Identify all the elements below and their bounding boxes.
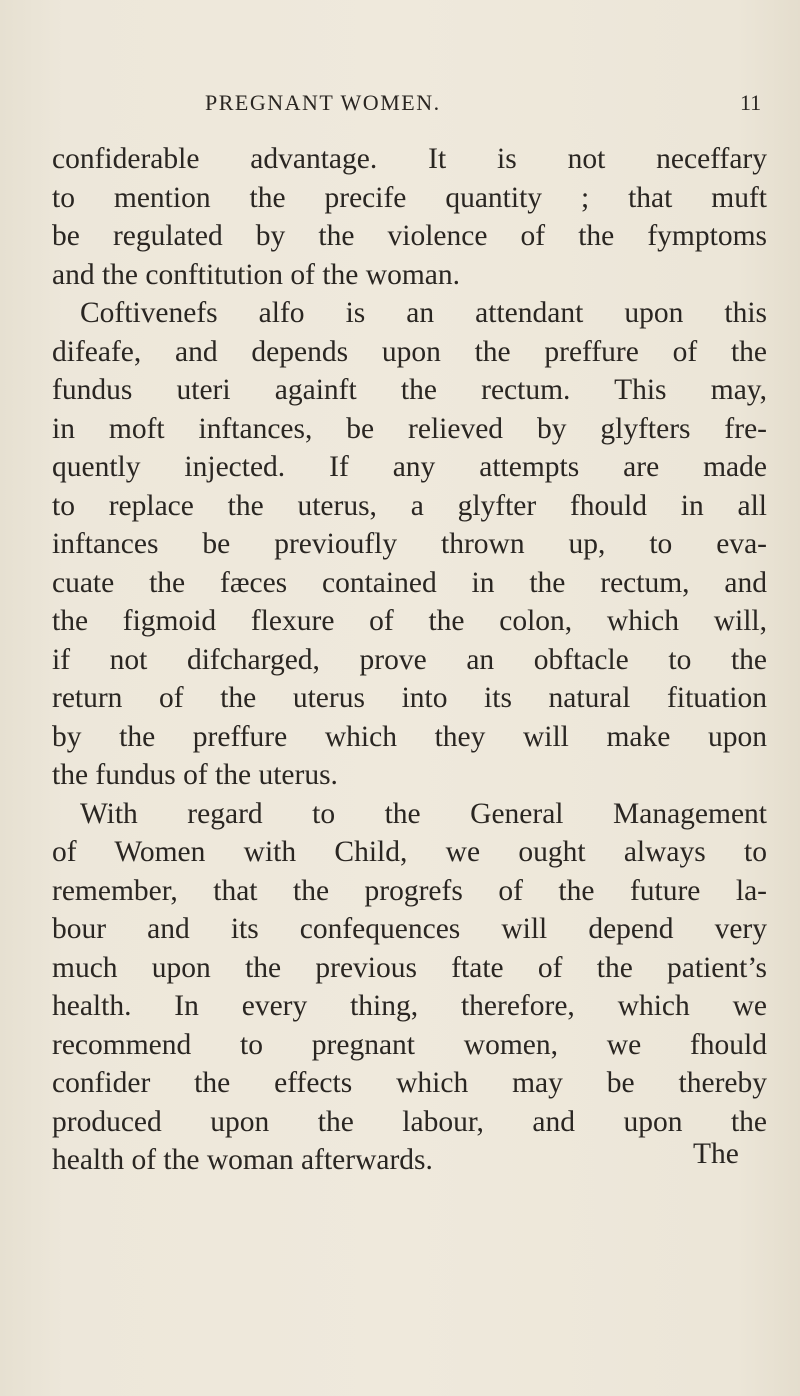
- text-line: the figmoid flexure of the colon, which will,: [52, 605, 767, 637]
- catchword: The: [693, 1138, 739, 1170]
- text-line: remember, that the progrefs of the future la-: [52, 874, 767, 907]
- page-header: [0, 90, 800, 130]
- text-line: quently injected. If any attempts are made: [52, 451, 767, 483]
- text-line: health of the woman afterwards.: [52, 1144, 433, 1176]
- text-line: cuate the fæces contained in the rectum, and: [52, 566, 767, 599]
- text-line: recommend to pregnant women, we fhould: [52, 1028, 767, 1061]
- text-line: confiderable advantage. It is not neceffary: [52, 143, 767, 175]
- text-line: inftances be previoufly thrown up, to eva-: [52, 528, 767, 560]
- text-line: fundus uteri againft the rectum. This may,: [52, 374, 767, 406]
- text-line: health. In every thing, therefore, which we: [52, 990, 767, 1022]
- body-text: [52, 140, 767, 1180]
- text-line: produced upon the labour, and upon the: [52, 1105, 767, 1138]
- text-line: the fundus of the uterus.: [52, 759, 338, 791]
- text-line: if not difcharged, prove an obftacle to the: [52, 643, 767, 676]
- text-line: of Women with Child, we ought always to: [52, 836, 767, 868]
- text-line: be regulated by the violence of the fymptoms: [52, 220, 767, 252]
- text-line: and the conftitution of the woman.: [52, 258, 460, 291]
- page-number: 11: [740, 90, 762, 115]
- text-line: difeafe, and depends upon the preffure of the: [52, 335, 767, 368]
- text-line: to replace the uterus, a glyfter fhould in all: [52, 489, 767, 522]
- text-line: much upon the previous ftate of the patient’s: [52, 951, 767, 984]
- running-head: PREGNANT WOMEN.: [205, 90, 441, 115]
- text-line: With regard to the General Management: [80, 797, 767, 830]
- text-line: Coftivenefs alfo is an attendant upon this: [80, 297, 767, 329]
- text-line: bour and its confequences will depend very: [52, 913, 767, 945]
- text-line: in moft inftances, be relieved by glyfters fre-: [52, 412, 767, 445]
- text-line: by the preffure which they will make upon: [52, 720, 767, 753]
- text-line: return of the uterus into its natural fituation: [52, 682, 767, 714]
- text-line: to mention the precife quantity ; that muft: [52, 181, 767, 214]
- text-line: confider the effects which may be thereby: [52, 1067, 767, 1099]
